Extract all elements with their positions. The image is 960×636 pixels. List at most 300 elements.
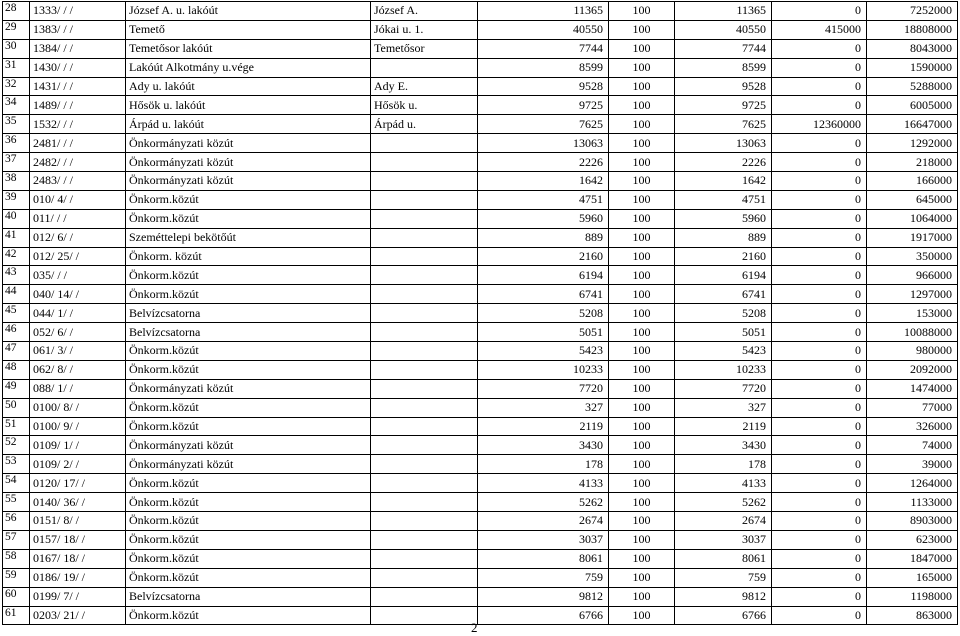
cell-share-area: 6741 (675, 285, 772, 304)
cell-share-percent: 100 (609, 474, 675, 493)
cell-value-a: 0 (772, 379, 867, 398)
cell-area: 7744 (478, 39, 609, 58)
cell-row-index: 56 (3, 512, 30, 531)
cell-share-percent: 100 (609, 493, 675, 512)
cell-area: 13063 (478, 134, 609, 153)
cell-row-index: 52 (3, 436, 30, 455)
cell-value-a: 415000 (772, 20, 867, 39)
cell-value-b: 1292000 (867, 134, 958, 153)
cell-value-b: 16647000 (867, 115, 958, 134)
cell-address (371, 417, 478, 436)
cell-value-a: 0 (772, 323, 867, 342)
cell-address (371, 323, 478, 342)
cell-lot-number: 040/ 14/ / (30, 285, 126, 304)
table-row (3, 342, 958, 361)
cell-share-area: 2160 (675, 247, 772, 266)
cell-share-area: 759 (675, 568, 772, 587)
cell-address (371, 172, 478, 191)
cell-share-percent: 100 (609, 266, 675, 285)
table-row (3, 379, 958, 398)
cell-value-a: 0 (772, 209, 867, 228)
table-row (3, 304, 958, 323)
cell-lot-number: 1333/ / / (30, 2, 126, 21)
cell-description: József A. u. lakóút (126, 2, 371, 21)
cell-row-index: 53 (3, 455, 30, 474)
cell-value-b: 1297000 (867, 285, 958, 304)
cell-description: Önkormányzati közút (126, 455, 371, 474)
cell-value-b: 7252000 (867, 2, 958, 21)
cell-value-b: 165000 (867, 568, 958, 587)
cell-lot-number: 0151/ 8/ / (30, 512, 126, 531)
cell-value-b: 980000 (867, 342, 958, 361)
cell-share-percent: 100 (609, 190, 675, 209)
cell-address (371, 360, 478, 379)
cell-description: Lakóút Alkotmány u.vége (126, 58, 371, 77)
cell-area: 178 (478, 455, 609, 474)
cell-area: 4751 (478, 190, 609, 209)
cell-lot-number: 044/ 1/ / (30, 304, 126, 323)
cell-description: Önkorm.közút (126, 568, 371, 587)
cell-share-percent: 100 (609, 247, 675, 266)
cell-share-area: 9725 (675, 96, 772, 115)
cell-value-b: 10088000 (867, 323, 958, 342)
cell-area: 6194 (478, 266, 609, 285)
cell-share-area: 5423 (675, 342, 772, 361)
table-row (3, 247, 958, 266)
cell-share-area: 2226 (675, 153, 772, 172)
table-row (3, 228, 958, 247)
cell-value-a: 0 (772, 285, 867, 304)
cell-row-index: 47 (3, 342, 30, 361)
cell-lot-number: 0120/ 17/ / (30, 474, 126, 493)
cell-share-area: 13063 (675, 134, 772, 153)
cell-description: Belvízcsatorna (126, 304, 371, 323)
cell-area: 8061 (478, 549, 609, 568)
cell-share-area: 2674 (675, 512, 772, 531)
cell-description: Önkorm.közút (126, 190, 371, 209)
cell-value-b: 5288000 (867, 77, 958, 96)
cell-value-a: 0 (772, 436, 867, 455)
cell-value-b: 218000 (867, 153, 958, 172)
cell-address: Hősök u. (371, 96, 478, 115)
cell-description: Temető (126, 20, 371, 39)
cell-address (371, 209, 478, 228)
cell-share-area: 3430 (675, 436, 772, 455)
cell-address (371, 455, 478, 474)
cell-lot-number: 0100/ 8/ / (30, 398, 126, 417)
cell-row-index: 36 (3, 134, 30, 153)
cell-description: Önkorm.közút (126, 512, 371, 531)
cell-description: Önkorm.közút (126, 417, 371, 436)
cell-lot-number: 012/ 25/ / (30, 247, 126, 266)
cell-row-index: 42 (3, 247, 30, 266)
cell-address (371, 304, 478, 323)
cell-share-area: 5262 (675, 493, 772, 512)
cell-address: Jókai u. 1. (371, 20, 478, 39)
cell-value-b: 74000 (867, 436, 958, 455)
cell-value-a: 0 (772, 2, 867, 21)
cell-lot-number: 0203/ 21/ / (30, 606, 126, 625)
table-row (3, 455, 958, 474)
cell-description: Önkormányzati közút (126, 379, 371, 398)
cell-row-index: 44 (3, 285, 30, 304)
cell-row-index: 59 (3, 568, 30, 587)
cell-description: Belvízcsatorna (126, 587, 371, 606)
cell-value-b: 8903000 (867, 512, 958, 531)
cell-value-a: 0 (772, 530, 867, 549)
cell-share-area: 11365 (675, 2, 772, 21)
cell-area: 8599 (478, 58, 609, 77)
cell-row-index: 54 (3, 474, 30, 493)
cell-area: 40550 (478, 20, 609, 39)
cell-value-a: 0 (772, 342, 867, 361)
cell-address (371, 342, 478, 361)
cell-share-area: 7720 (675, 379, 772, 398)
cell-area: 2674 (478, 512, 609, 531)
cell-share-area: 2119 (675, 417, 772, 436)
cell-address (371, 474, 478, 493)
table-row (3, 96, 958, 115)
cell-area: 5051 (478, 323, 609, 342)
cell-share-percent: 100 (609, 342, 675, 361)
page-number: 2 (471, 620, 478, 635)
table-row (3, 587, 958, 606)
table-row (3, 417, 958, 436)
cell-share-area: 4133 (675, 474, 772, 493)
cell-row-index: 31 (3, 58, 30, 77)
cell-address (371, 379, 478, 398)
cell-lot-number: 035/ / / (30, 266, 126, 285)
cell-share-area: 7744 (675, 39, 772, 58)
cell-share-area: 5960 (675, 209, 772, 228)
cell-address (371, 549, 478, 568)
cell-value-a: 0 (772, 228, 867, 247)
cell-area: 3430 (478, 436, 609, 455)
cell-lot-number: 012/ 6/ / (30, 228, 126, 247)
cell-share-percent: 100 (609, 379, 675, 398)
cell-area: 2119 (478, 417, 609, 436)
cell-description: Önkormányzati közút (126, 436, 371, 455)
cell-lot-number: 1431/ / / (30, 77, 126, 96)
table-row (3, 58, 958, 77)
cell-lot-number: 0109/ 2/ / (30, 455, 126, 474)
cell-description: Önkorm.közút (126, 360, 371, 379)
cell-share-area: 889 (675, 228, 772, 247)
cell-row-index: 50 (3, 398, 30, 417)
cell-area: 3037 (478, 530, 609, 549)
cell-address (371, 568, 478, 587)
cell-share-percent: 100 (609, 77, 675, 96)
cell-description: Önkorm.közút (126, 493, 371, 512)
cell-value-b: 6005000 (867, 96, 958, 115)
cell-share-percent: 100 (609, 134, 675, 153)
cell-lot-number: 2481/ / / (30, 134, 126, 153)
cell-share-percent: 100 (609, 360, 675, 379)
cell-area: 5423 (478, 342, 609, 361)
table-row (3, 493, 958, 512)
table-row (3, 398, 958, 417)
cell-value-b: 166000 (867, 172, 958, 191)
cell-row-index: 51 (3, 417, 30, 436)
cell-row-index: 43 (3, 266, 30, 285)
cell-area: 2160 (478, 247, 609, 266)
cell-row-index: 58 (3, 549, 30, 568)
cell-value-a: 0 (772, 304, 867, 323)
cell-address (371, 285, 478, 304)
cell-description: Önkorm.közút (126, 474, 371, 493)
cell-share-percent: 100 (609, 549, 675, 568)
cell-area: 7625 (478, 115, 609, 134)
cell-area: 7720 (478, 379, 609, 398)
cell-lot-number: 1383/ / / (30, 20, 126, 39)
cell-address (371, 266, 478, 285)
cell-share-percent: 100 (609, 568, 675, 587)
cell-area: 5960 (478, 209, 609, 228)
cell-share-percent: 100 (609, 285, 675, 304)
cell-share-area: 8061 (675, 549, 772, 568)
cell-description: Önkorm.közút (126, 209, 371, 228)
cell-share-percent: 100 (609, 58, 675, 77)
table-row (3, 606, 958, 625)
cell-address (371, 134, 478, 153)
table-row (3, 530, 958, 549)
table-row (3, 172, 958, 191)
table-row (3, 474, 958, 493)
cell-share-percent: 100 (609, 304, 675, 323)
table-row (3, 360, 958, 379)
cell-address: Árpád u. (371, 115, 478, 134)
cell-value-a: 0 (772, 417, 867, 436)
cell-description: Önkorm. közút (126, 247, 371, 266)
cell-row-index: 49 (3, 379, 30, 398)
cell-value-b: 8043000 (867, 39, 958, 58)
cell-value-a: 0 (772, 360, 867, 379)
cell-share-percent: 100 (609, 39, 675, 58)
cell-lot-number: 052/ 6/ / (30, 323, 126, 342)
cell-value-a: 0 (772, 398, 867, 417)
cell-area: 1642 (478, 172, 609, 191)
cell-value-b: 18808000 (867, 20, 958, 39)
cell-value-b: 623000 (867, 530, 958, 549)
cell-share-percent: 100 (609, 455, 675, 474)
cell-lot-number: 088/ 1/ / (30, 379, 126, 398)
cell-value-b: 326000 (867, 417, 958, 436)
cell-address: Ady E. (371, 77, 478, 96)
cell-share-percent: 100 (609, 228, 675, 247)
cell-address (371, 587, 478, 606)
cell-row-index: 30 (3, 39, 30, 58)
cell-address (371, 247, 478, 266)
cell-area: 9725 (478, 96, 609, 115)
cell-value-a: 0 (772, 455, 867, 474)
cell-row-index: 28 (3, 2, 30, 21)
table-row (3, 512, 958, 531)
cell-row-index: 48 (3, 360, 30, 379)
cell-description: Belvízcsatorna (126, 323, 371, 342)
cell-row-index: 46 (3, 323, 30, 342)
cell-value-a: 0 (772, 266, 867, 285)
cell-value-a: 12360000 (772, 115, 867, 134)
cell-share-percent: 100 (609, 20, 675, 39)
cell-share-area: 7625 (675, 115, 772, 134)
cell-description: Önkormányzati közút (126, 172, 371, 191)
cell-address (371, 493, 478, 512)
cell-value-b: 350000 (867, 247, 958, 266)
table-row (3, 115, 958, 134)
cell-share-percent: 100 (609, 172, 675, 191)
cell-value-a: 0 (772, 77, 867, 96)
cell-address (371, 436, 478, 455)
cell-address: József A. (371, 2, 478, 21)
cell-value-a: 0 (772, 568, 867, 587)
cell-value-b: 1133000 (867, 493, 958, 512)
cell-description: Önkorm.közút (126, 342, 371, 361)
table-row (3, 266, 958, 285)
cell-address (371, 190, 478, 209)
table-row (3, 153, 958, 172)
table-row (3, 190, 958, 209)
cell-share-percent: 100 (609, 398, 675, 417)
cell-address (371, 228, 478, 247)
cell-area: 9812 (478, 587, 609, 606)
cell-row-index: 57 (3, 530, 30, 549)
cell-row-index: 38 (3, 172, 30, 191)
cell-description: Önkormányzati közút (126, 134, 371, 153)
cell-area: 327 (478, 398, 609, 417)
cell-value-b: 1847000 (867, 549, 958, 568)
cell-area: 889 (478, 228, 609, 247)
cell-lot-number: 2483/ / / (30, 172, 126, 191)
cell-address: Temetősor (371, 39, 478, 58)
cell-share-area: 40550 (675, 20, 772, 39)
cell-value-a: 0 (772, 512, 867, 531)
cell-value-a: 0 (772, 39, 867, 58)
cell-share-area: 3037 (675, 530, 772, 549)
cell-address (371, 512, 478, 531)
cell-description: Önkorm.közút (126, 549, 371, 568)
cell-row-index: 45 (3, 304, 30, 323)
cell-address (371, 398, 478, 417)
table-row (3, 323, 958, 342)
cell-share-area: 5208 (675, 304, 772, 323)
cell-value-a: 0 (772, 606, 867, 625)
cell-address (371, 530, 478, 549)
cell-share-percent: 100 (609, 606, 675, 625)
table-row (3, 549, 958, 568)
cell-share-area: 8599 (675, 58, 772, 77)
table-row (3, 436, 958, 455)
cell-lot-number: 2482/ / / (30, 153, 126, 172)
cell-description: Ady u. lakóút (126, 77, 371, 96)
cell-value-a: 0 (772, 134, 867, 153)
table-row (3, 2, 958, 21)
cell-value-b: 1264000 (867, 474, 958, 493)
cell-row-index: 39 (3, 190, 30, 209)
cell-value-b: 1917000 (867, 228, 958, 247)
cell-value-b: 77000 (867, 398, 958, 417)
cell-area: 5262 (478, 493, 609, 512)
cell-description: Temetősor lakóút (126, 39, 371, 58)
cell-share-percent: 100 (609, 2, 675, 21)
cell-description: Önkorm.közút (126, 285, 371, 304)
cell-row-index: 61 (3, 606, 30, 625)
cell-share-percent: 100 (609, 153, 675, 172)
cell-lot-number: 0199/ 7/ / (30, 587, 126, 606)
cell-share-percent: 100 (609, 417, 675, 436)
cell-address (371, 606, 478, 625)
cell-address (371, 153, 478, 172)
cell-share-area: 10233 (675, 360, 772, 379)
cell-share-percent: 100 (609, 587, 675, 606)
cell-value-b: 863000 (867, 606, 958, 625)
cell-lot-number: 1489/ / / (30, 96, 126, 115)
cell-area: 4133 (478, 474, 609, 493)
cell-value-a: 0 (772, 153, 867, 172)
cell-area: 9528 (478, 77, 609, 96)
cell-share-area: 1642 (675, 172, 772, 191)
cell-value-a: 0 (772, 247, 867, 266)
cell-row-index: 41 (3, 228, 30, 247)
cell-value-a: 0 (772, 549, 867, 568)
cell-share-percent: 100 (609, 115, 675, 134)
cell-description: Önkormányzati közút (126, 153, 371, 172)
cell-row-index: 29 (3, 20, 30, 39)
cell-description: Önkorm.közút (126, 266, 371, 285)
table-row (3, 568, 958, 587)
cell-row-index: 40 (3, 209, 30, 228)
cell-lot-number: 1532/ / / (30, 115, 126, 134)
cell-lot-number: 1430/ / / (30, 58, 126, 77)
cell-description: Önkorm.közút (126, 530, 371, 549)
cell-share-area: 178 (675, 455, 772, 474)
table-row (3, 39, 958, 58)
cell-row-index: 35 (3, 115, 30, 134)
cell-share-percent: 100 (609, 96, 675, 115)
cell-share-area: 6194 (675, 266, 772, 285)
cell-lot-number: 1384/ / / (30, 39, 126, 58)
cell-description: Hősök u. lakóút (126, 96, 371, 115)
cell-lot-number: 0140/ 36/ / (30, 493, 126, 512)
cell-value-b: 966000 (867, 266, 958, 285)
cell-row-index: 32 (3, 77, 30, 96)
cell-address (371, 58, 478, 77)
cell-value-b: 153000 (867, 304, 958, 323)
cell-value-a: 0 (772, 58, 867, 77)
table-row (3, 209, 958, 228)
cell-share-area: 4751 (675, 190, 772, 209)
cell-row-index: 34 (3, 96, 30, 115)
cell-share-percent: 100 (609, 512, 675, 531)
cell-share-area: 5051 (675, 323, 772, 342)
cell-area: 6766 (478, 606, 609, 625)
cell-lot-number: 0100/ 9/ / (30, 417, 126, 436)
cell-area: 10233 (478, 360, 609, 379)
cell-value-b: 1590000 (867, 58, 958, 77)
cell-share-area: 9528 (675, 77, 772, 96)
cell-value-b: 39000 (867, 455, 958, 474)
cell-description: Önkorm.közút (126, 398, 371, 417)
cell-row-index: 55 (3, 493, 30, 512)
cell-value-b: 1474000 (867, 379, 958, 398)
cell-lot-number: 011/ / / (30, 209, 126, 228)
cell-share-percent: 100 (609, 530, 675, 549)
cell-description: Szeméttelepi bekötőút (126, 228, 371, 247)
cell-lot-number: 062/ 8/ / (30, 360, 126, 379)
cell-value-a: 0 (772, 172, 867, 191)
cell-value-a: 0 (772, 587, 867, 606)
table-row (3, 20, 958, 39)
property-register-table (2, 1, 958, 625)
